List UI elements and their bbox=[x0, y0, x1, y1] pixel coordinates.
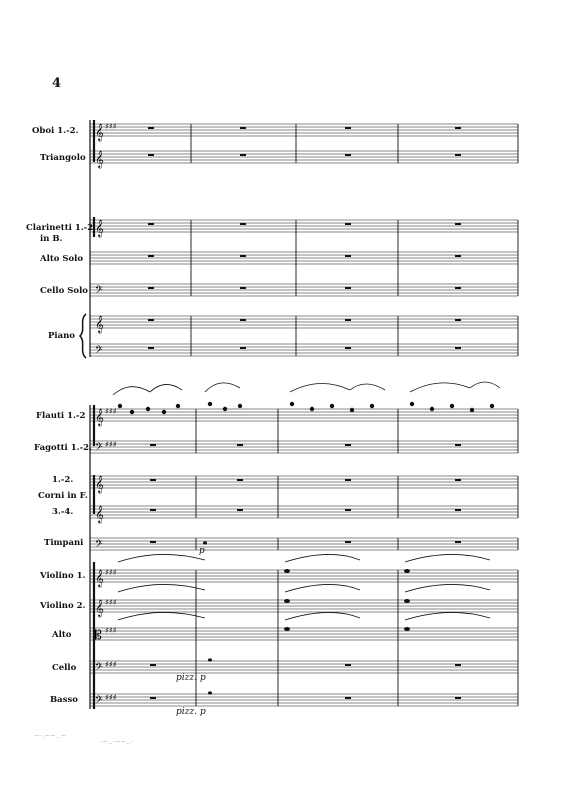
system-lower bbox=[34, 382, 518, 717]
staff-cello bbox=[90, 660, 518, 675]
svg-text:𝄞: 𝄞 bbox=[95, 219, 104, 237]
dynamic-basso-pizz: pizz. bbox=[176, 707, 197, 717]
svg-text:𝄢: 𝄢 bbox=[95, 694, 103, 708]
dynamic-cello-p: p bbox=[200, 673, 206, 683]
staff-flauti bbox=[90, 407, 518, 426]
svg-text:𝄞: 𝄞 bbox=[95, 408, 104, 426]
staff-piano-treble bbox=[90, 315, 518, 333]
svg-text:♯♯♯: ♯♯♯ bbox=[105, 598, 117, 607]
barlines-upper bbox=[191, 124, 518, 356]
label-triangolo: Triangolo bbox=[40, 153, 86, 163]
staff-triangolo bbox=[90, 150, 518, 168]
staff-clarinetti bbox=[90, 219, 518, 237]
dynamic-cello-pizz: pizz. bbox=[176, 673, 197, 683]
svg-text:𝄞: 𝄞 bbox=[95, 569, 104, 587]
staff-alto-solo bbox=[90, 252, 518, 264]
dynamic-basso-p: p bbox=[200, 707, 206, 717]
label-alto-solo: Alto Solo bbox=[40, 254, 84, 264]
scan-smudge: ·~..·~~..· bbox=[100, 738, 134, 746]
svg-text:𝄞: 𝄞 bbox=[95, 599, 104, 617]
svg-text:♯♯♯: ♯♯♯ bbox=[105, 693, 117, 702]
label-basso: Basso bbox=[50, 695, 78, 705]
svg-text:𝄞: 𝄞 bbox=[95, 475, 104, 493]
label-violino-2: Violino 2. bbox=[40, 601, 86, 611]
label-corni: Corni in F. bbox=[38, 491, 88, 501]
svg-text:♯♯♯: ♯♯♯ bbox=[105, 440, 117, 449]
svg-text:𝄞: 𝄞 bbox=[95, 123, 104, 141]
label-clarinetti: Clarinetti 1.-2. bbox=[26, 223, 97, 233]
label-cello: Cello bbox=[52, 663, 77, 673]
label-timpani: Timpani bbox=[44, 538, 84, 548]
label-clarinetti-key: in B. bbox=[40, 234, 63, 244]
staff-basso bbox=[90, 693, 518, 708]
staff-timpani bbox=[90, 538, 518, 552]
staff-corni-3-4 bbox=[90, 505, 518, 523]
svg-text:♯♯♯: ♯♯♯ bbox=[105, 660, 117, 669]
svg-text:𝄢: 𝄢 bbox=[95, 284, 103, 298]
svg-text:𝄡: 𝄡 bbox=[95, 628, 102, 642]
scan-smudge: ~·.~~..~ bbox=[34, 732, 67, 740]
staff-piano-bass bbox=[90, 344, 518, 358]
system-upper bbox=[26, 120, 518, 358]
label-alto: Alto bbox=[52, 630, 72, 640]
label-violino-1: Violino 1. bbox=[40, 571, 86, 581]
staff-oboi bbox=[90, 122, 518, 141]
svg-text:𝄢: 𝄢 bbox=[95, 661, 103, 675]
staff-violino-2 bbox=[90, 598, 518, 617]
dynamic-timpani: p bbox=[199, 546, 205, 556]
svg-text:𝄢: 𝄢 bbox=[95, 344, 103, 358]
svg-text:𝄢: 𝄢 bbox=[95, 441, 103, 455]
svg-text:♯♯♯: ♯♯♯ bbox=[105, 568, 117, 577]
svg-text:♯♯♯: ♯♯♯ bbox=[105, 122, 117, 131]
label-cello-solo: Cello Solo bbox=[40, 286, 88, 296]
staff-alto bbox=[90, 626, 518, 642]
label-oboi: Oboi 1.-2. bbox=[32, 126, 79, 136]
label-piano: Piano bbox=[48, 331, 75, 341]
svg-text:𝄞: 𝄞 bbox=[95, 150, 104, 168]
staff-fagotti bbox=[90, 440, 518, 455]
label-corni-3-4: 3.-4. bbox=[52, 507, 74, 517]
svg-text:𝄞: 𝄞 bbox=[95, 505, 104, 523]
string-slurs bbox=[118, 554, 490, 620]
string-notes bbox=[203, 541, 410, 694]
label-corni-1-2: 1.-2. bbox=[52, 475, 74, 485]
label-flauti: Flauti 1.-2 bbox=[36, 411, 86, 421]
barlines-lower bbox=[196, 409, 518, 706]
label-fagotti: Fagotti 1.-2. bbox=[34, 443, 93, 453]
svg-text:♯♯♯: ♯♯♯ bbox=[105, 626, 117, 635]
svg-text:𝄞: 𝄞 bbox=[95, 315, 104, 333]
page-number: 4 bbox=[52, 76, 62, 91]
staff-corni-1-2 bbox=[90, 475, 518, 493]
svg-text:♯♯♯: ♯♯♯ bbox=[105, 407, 117, 416]
staff-cello-solo bbox=[90, 284, 518, 298]
svg-text:𝄢: 𝄢 bbox=[95, 538, 103, 552]
